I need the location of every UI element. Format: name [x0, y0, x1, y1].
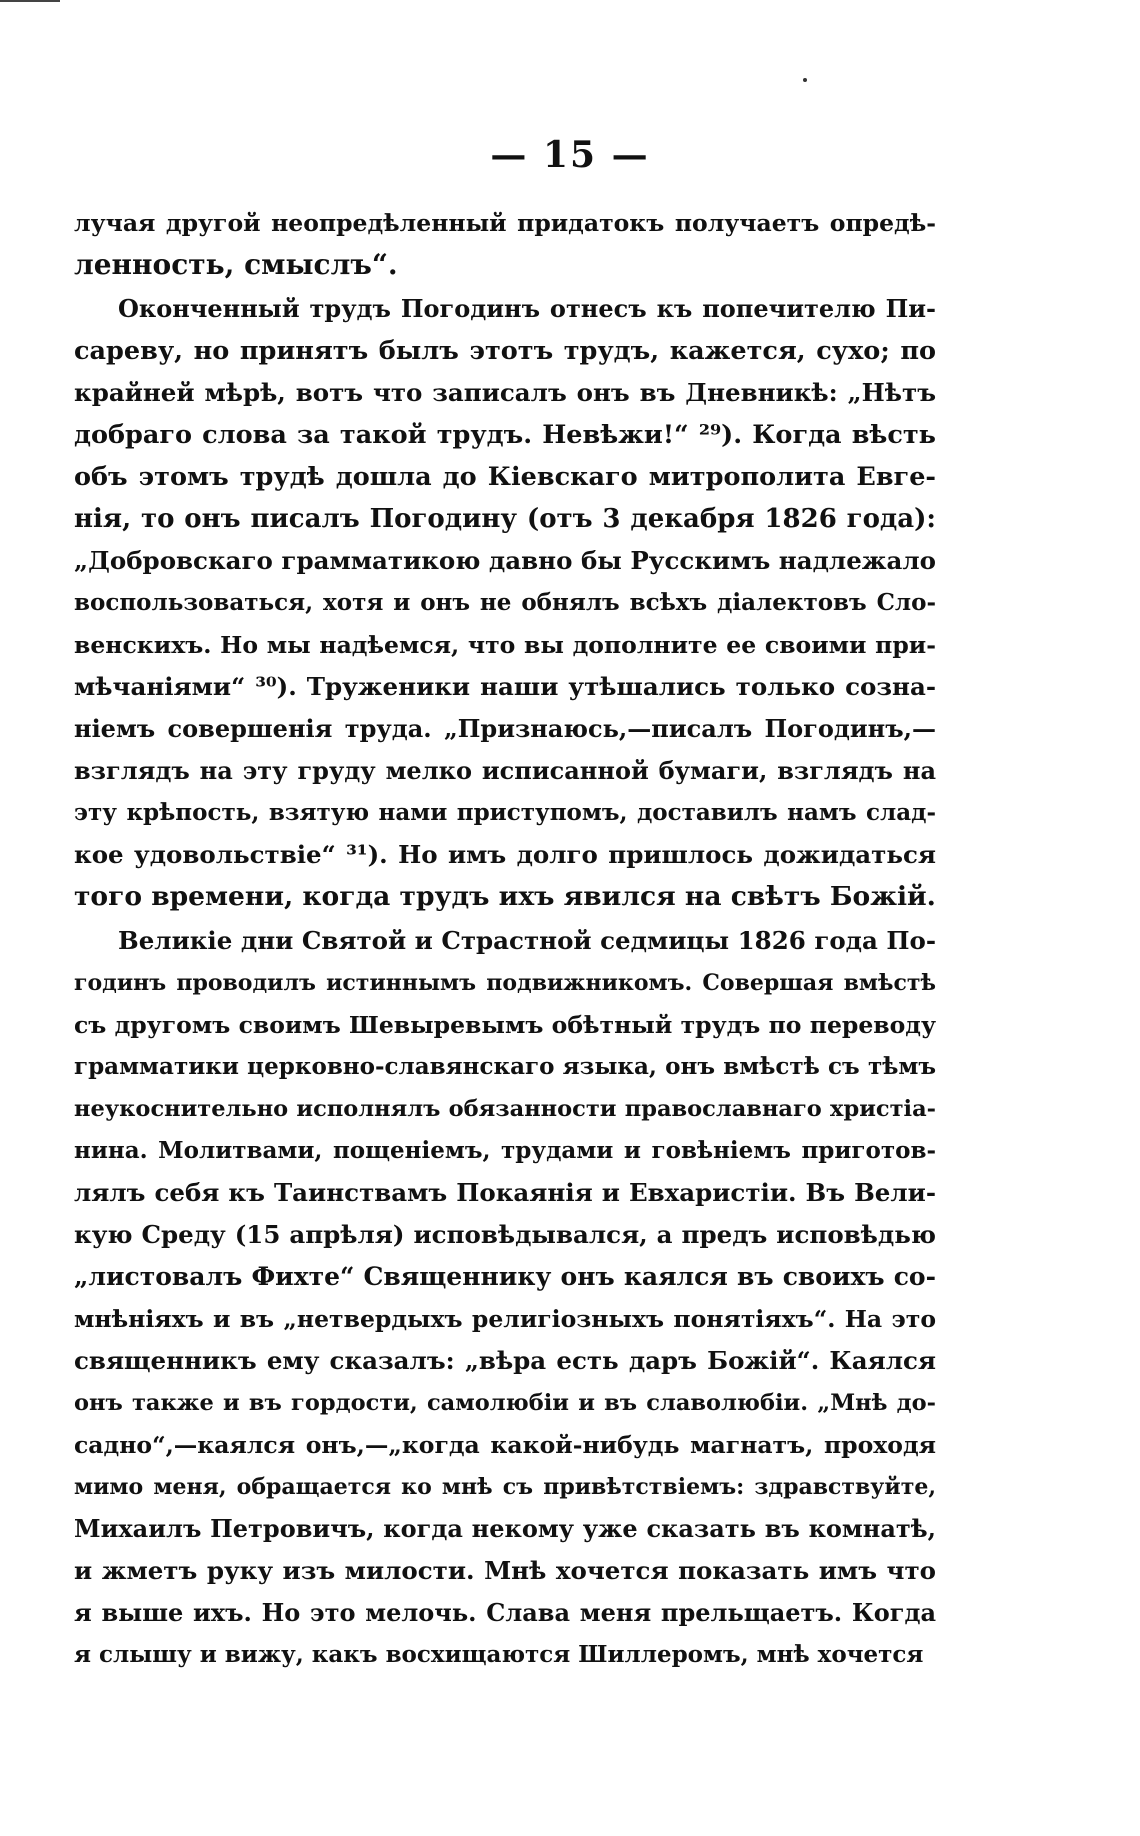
text-line: Оконченный трудъ Погодинъ отнесъ къ попечителю Пи-: [118, 294, 936, 323]
text-line: венскихъ. Но мы надѣемся, что вы дополните ее своими при-: [74, 631, 936, 659]
text-line: Великіе дни Святой и Страстной седмицы 1826 года По-: [118, 926, 936, 955]
text-line: священникъ ему сказалъ: „вѣра есть даръ Божій“. Каялся: [74, 1346, 936, 1375]
text-line: лялъ себя къ Таинствамъ Покаянія и Евхаристіи. Въ Вели-: [74, 1178, 936, 1207]
text-line: ніемъ совершенія труда. „Признаюсь,—писалъ Погодинъ,—: [74, 714, 936, 743]
text-line: воспользоваться, хотя и онъ не обнялъ всѣхъ діалектовъ Сло-: [74, 589, 936, 616]
body-text: [74, 202, 936, 1678]
text-line: онъ также и въ гордости, самолюбіи и въ славолюбіи. „Мнѣ до-: [74, 1390, 936, 1416]
text-line: годинъ проводилъ истиннымъ подвижникомъ. Совершая вмѣстѣ: [74, 970, 936, 996]
text-line: и жметъ руку изъ милости. Мнѣ хочется показать имъ что: [74, 1556, 936, 1585]
text-line: объ этомъ трудѣ дошла до Кіевскаго митрополита Евге-: [74, 462, 936, 492]
text-line: крайней мѣрѣ, вотъ что записалъ онъ въ Дневникѣ: „Нѣтъ: [74, 378, 936, 407]
text-line: сареву, но принятъ былъ этотъ трудъ, кажется, сухо; по: [74, 336, 936, 366]
text-line: грамматики церковно-славянскаго языка, онъ вмѣстѣ съ тѣмъ: [74, 1053, 936, 1080]
text-line: кое удовольствіе“ ³¹). Но имъ долго пришлось дожидаться: [74, 840, 936, 869]
paragraph: [74, 288, 936, 918]
text-line: съ другомъ своимъ Шевыревымъ обѣтный трудъ по переводу: [74, 1011, 936, 1039]
text-line: нія, то онъ писалъ Погодину (отъ 3 декабря 1826 года):: [74, 504, 936, 534]
text-line: „листовалъ Фихте“ Священнику онъ каялся въ своихъ со-: [74, 1262, 936, 1291]
text-line: лучая другой неопредѣленный придатокъ получаетъ опредѣ-: [74, 209, 936, 237]
text-line: я выше ихъ. Но это мелочь. Слава меня прельщаетъ. Когда: [74, 1598, 936, 1627]
text-line: добраго слова за такой трудъ. Невѣжи!“ ²⁹). Когда вѣсть: [74, 420, 936, 450]
text-line: эту крѣпость, взятую нами приступомъ, доставилъ намъ слад-: [74, 799, 936, 826]
text-line: Михаилъ Петровичъ, когда некому уже сказать въ комнатѣ,: [74, 1514, 936, 1543]
page-number: — 15 —: [490, 134, 650, 176]
text-line: нина. Молитвами, пощеніемъ, трудами и говѣніемъ приготов-: [74, 1137, 936, 1164]
text-line: мѣчаніями“ ³⁰). Труженики наши утѣшались только созна-: [74, 672, 936, 701]
text-line: того времени, когда трудъ ихъ явился на свѣтъ Божій.: [74, 881, 936, 912]
text-line: мимо меня, обращается ко мнѣ съ привѣтствіемъ: здравствуйте,: [74, 1474, 936, 1500]
text-line: мнѣніяхъ и въ „нетвердыхъ религіозныхъ понятіяхъ“. На это: [74, 1305, 936, 1333]
paragraph: [74, 920, 936, 1676]
paragraph: [74, 202, 936, 286]
text-line: ленность, смыслъ“.: [74, 248, 398, 281]
text-line: садно“,—каялся онъ,—„когда какой-нибудь магнатъ, проходя: [74, 1431, 936, 1459]
scan-edge-mark: [0, 0, 60, 2]
text-line: „Добровскаго грамматикою давно бы Русскимъ надлежало: [74, 546, 936, 575]
scan-speck: [803, 78, 807, 82]
text-line: неукоснительно исполнялъ обязанности православнаго христіа-: [74, 1096, 936, 1122]
text-line: я слышу и вижу, какъ восхищаются Шиллеромъ, мнѣ хочется: [74, 1641, 924, 1668]
text-line: кую Среду (15 апрѣля) исповѣдывался, а предъ исповѣдью: [74, 1220, 936, 1249]
text-line: взглядъ на эту груду мелко исписанной бумаги, взглядъ на: [74, 756, 936, 785]
